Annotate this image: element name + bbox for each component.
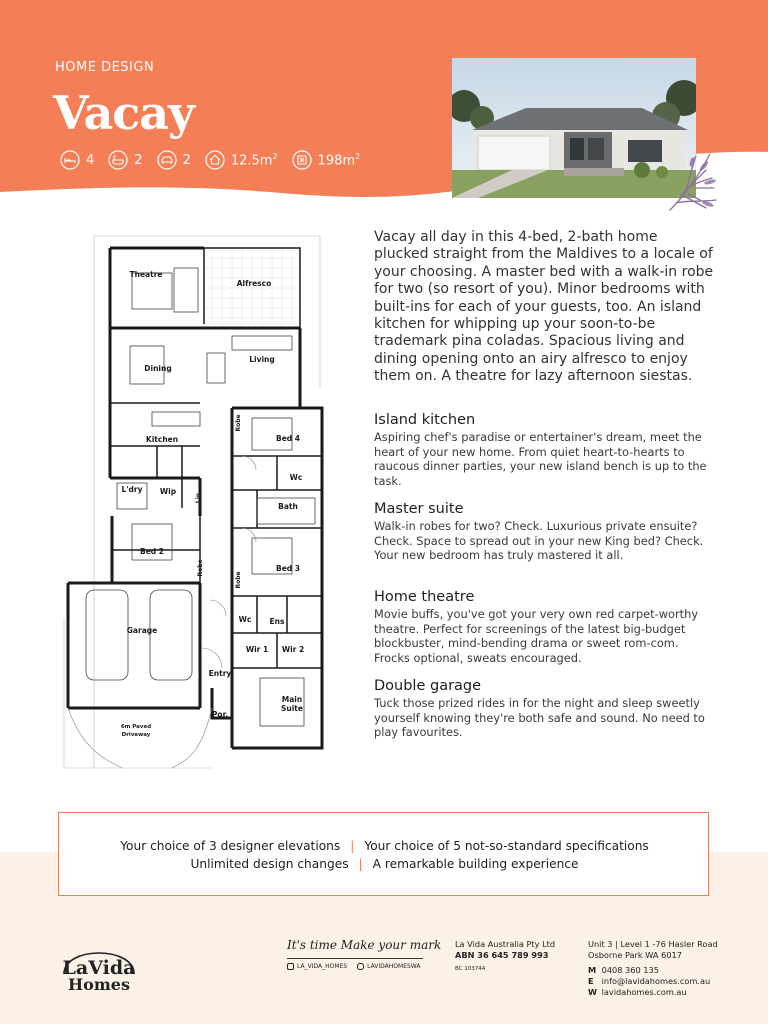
room-entry: Entry xyxy=(208,669,232,678)
room-robe-bed2: Robe xyxy=(197,559,204,577)
feature-title: Double garage xyxy=(374,678,482,694)
spec-cars xyxy=(157,150,191,170)
eyebrow-label: HOME DESIGN xyxy=(55,60,155,75)
feature-title: Master suite xyxy=(374,501,464,517)
website-row[interactable]: W lavidahomes.com.au xyxy=(588,987,687,997)
tagline-underline xyxy=(287,958,423,959)
feature-title: Island kitchen xyxy=(374,412,476,428)
room-wc1: Wc xyxy=(289,473,303,482)
room-ensuite: Ens xyxy=(269,617,285,626)
builder-registration: BC 103744 xyxy=(455,966,486,972)
feature-title: Home theatre xyxy=(374,589,475,605)
room-bed3: Bed 3 xyxy=(275,564,301,573)
choice-elevations: Your choice of 3 designer elevations xyxy=(120,839,341,853)
room-bath: Bath xyxy=(278,502,298,511)
phone-row[interactable]: M 0408 360 135 xyxy=(588,965,659,975)
feature-text: Walk-in robes for two? Check. Luxurious private ensuite? Check. Space to spread out in your new King bed? Check. Your new bedroom has truly mastered it all. xyxy=(374,519,704,563)
company-details xyxy=(455,939,555,975)
car-icon xyxy=(157,150,177,170)
room-bed2: Bed 2 xyxy=(139,547,165,556)
spec-frontage xyxy=(205,150,278,170)
feature-island-kitchen xyxy=(374,412,716,488)
svg-text:LaVida: LaVida xyxy=(62,957,136,979)
room-porch: Por. xyxy=(211,710,229,719)
email-row[interactable]: E info@lavidahomes.com.au xyxy=(588,976,711,986)
floor-plan xyxy=(62,228,362,778)
room-wc2: Wc xyxy=(238,615,252,624)
contact-details xyxy=(588,939,718,998)
choice-building-experience: A remarkable building experience xyxy=(372,857,579,871)
area-icon xyxy=(292,150,312,170)
room-wir2: Wir 2 xyxy=(281,645,305,654)
feature-text: Aspiring chef's paradise or entertainer's dream, meet the heart of your new home. From quiet heart-to-hearts to raucous dinner parties, your new island bench is up to the task. xyxy=(374,430,707,488)
driveway-label-line2: Driveway xyxy=(121,732,151,738)
facebook-link[interactable]: LA_VIDA_HOMES xyxy=(287,963,347,970)
instagram-link[interactable]: LAVIDAHOMESWA xyxy=(357,963,420,970)
choice-separator: | xyxy=(350,839,355,853)
feature-text: Tuck those prized rides in for the night and sleep sweetly yourself knowing they're both safe and sound. No need to play favourites. xyxy=(374,696,705,740)
leaf-sprig-illustration xyxy=(662,148,722,218)
room-robe-bed4: Robe xyxy=(235,414,242,432)
feature-text: Movie buffs, you've got your very own red carpet-worthy theatre. Perfect for screenings of the latest big-budget blockbuster, mind-bending drama or sweet rom-com. Frocks optional, sweats encouraged. xyxy=(374,607,699,665)
room-bed4: Bed 4 xyxy=(275,434,301,443)
room-laundry: L'dry xyxy=(121,485,143,494)
spec-bedrooms xyxy=(60,150,94,170)
room-wir1: Wir 1 xyxy=(245,645,269,654)
design-title: Vacay xyxy=(53,86,194,140)
room-alfresco: Alfresco xyxy=(236,279,272,288)
room-garage: Garage xyxy=(126,626,158,635)
company-abn: ABN 36 645 789 993 xyxy=(455,950,549,960)
svg-text:Homes: Homes xyxy=(68,975,130,994)
choices-row-1 xyxy=(59,839,710,853)
feature-home-theatre xyxy=(374,589,716,665)
design-description: Vacay all day in this 4-bed, 2-bath home plucked straight from the Maldives to a locale of your choosing. A master bed with a walk-in robe for two (so resort of you). Minor bedrooms with built-ins for each of your guests, too. An island kitchen for whipping up your soon-to-be trademark pina coladas. Spacious living and dining opening onto an airy alfresco to enjoy them on. A theatre for lazy afternoon siestas. xyxy=(374,229,714,385)
choice-separator: | xyxy=(358,857,363,871)
room-main-suite-line1: Main xyxy=(281,695,303,704)
bed-icon xyxy=(60,150,80,170)
bath-icon xyxy=(108,150,128,170)
driveway-label-line1: 6m Paved xyxy=(120,724,152,730)
room-main-suite-line2: Suite xyxy=(281,704,303,713)
room-dining: Dining xyxy=(144,364,172,373)
room-theatre: Theatre xyxy=(129,270,163,279)
room-robe-bed3: Robe xyxy=(235,571,242,589)
choice-specifications: Your choice of 5 not-so-standard specifications xyxy=(364,839,649,853)
address-line-2: Osborne Park WA 6017 xyxy=(588,950,682,960)
spec-area xyxy=(292,150,361,170)
spec-area-value: $198m^2$ xyxy=(317,151,361,169)
house-elevation-photo xyxy=(452,58,696,198)
feature-master-suite xyxy=(374,501,716,563)
room-wip: Wip xyxy=(159,487,177,496)
choices-row-2 xyxy=(59,857,710,871)
spec-frontage-value: $12.5m^2$ xyxy=(230,151,278,169)
feature-double-garage xyxy=(374,678,716,740)
facebook-icon xyxy=(287,963,294,970)
choices-box xyxy=(58,812,709,896)
room-linen: Lin xyxy=(195,492,202,504)
spec-cars-value: 2 xyxy=(182,152,191,168)
house-width-icon xyxy=(205,150,225,170)
address-line-1: Unit 3 | Level 1 -76 Hasler Road xyxy=(588,939,718,949)
spec-bathrooms xyxy=(108,150,142,170)
social-links xyxy=(287,963,431,970)
room-kitchen: Kitchen xyxy=(145,435,179,444)
la-vida-homes-logo xyxy=(54,934,144,996)
instagram-icon xyxy=(357,963,364,970)
spec-list xyxy=(60,150,374,170)
spec-bedrooms-value: 4 xyxy=(86,152,95,168)
choice-design-changes: Unlimited design changes xyxy=(190,857,349,871)
tagline: It's time Make your mark xyxy=(287,938,442,952)
room-living: Living xyxy=(249,355,275,364)
spec-bathrooms-value: 2 xyxy=(134,152,143,168)
company-name: La Vida Australia Pty Ltd xyxy=(455,939,556,949)
